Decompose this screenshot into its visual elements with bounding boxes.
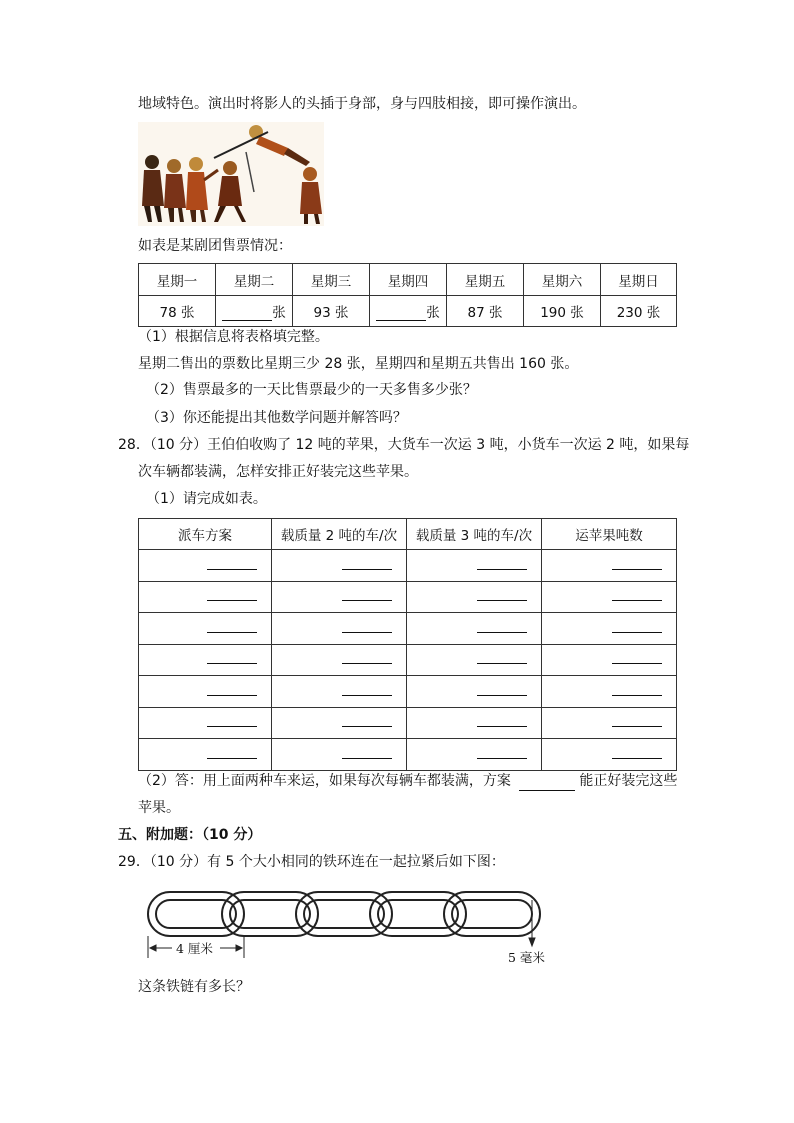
day-header: 星期一 xyxy=(139,264,216,296)
plan-cell[interactable] xyxy=(407,613,542,645)
plan-cell[interactable] xyxy=(407,550,542,582)
answer-blank[interactable] xyxy=(519,776,575,791)
plan-cell[interactable] xyxy=(272,581,407,613)
header-tons: 运苹果吨数 xyxy=(542,519,677,550)
q28-sub1: （1）请完成如表。 xyxy=(146,491,267,507)
answer-blank[interactable] xyxy=(477,588,527,601)
q28-line2: 次车辆都装满，怎样安排正好装完这些苹果。 xyxy=(138,464,418,480)
plan-cell[interactable] xyxy=(139,581,272,613)
table-row xyxy=(139,739,677,771)
plan-cell[interactable] xyxy=(139,676,272,708)
plan-cell[interactable] xyxy=(542,707,677,739)
answer-blank[interactable] xyxy=(207,651,257,664)
answer-blank[interactable] xyxy=(612,651,662,664)
answer-blank[interactable] xyxy=(222,306,272,321)
answer-blank[interactable] xyxy=(477,557,527,570)
section5-title: 五、附加题：（10 分） xyxy=(118,827,262,843)
answer-blank[interactable] xyxy=(342,651,392,664)
table-row xyxy=(139,296,677,327)
plan-cell[interactable] xyxy=(272,739,407,771)
plan-cell[interactable] xyxy=(542,581,677,613)
day-header: 星期六 xyxy=(524,264,601,296)
answer-blank[interactable] xyxy=(342,714,392,727)
answer-blank[interactable] xyxy=(477,746,527,759)
q29-question: 这条铁链有多长？ xyxy=(138,979,250,995)
sales-cell: 87 张 xyxy=(447,296,524,327)
table-row xyxy=(139,644,677,676)
shadow-puppet-illustration xyxy=(138,122,324,226)
plan-cell[interactable] xyxy=(139,739,272,771)
q27-sub3: （3）你还能提出其他数学问题并解答吗？ xyxy=(146,410,407,426)
q28-answer: （2）答：用上面两种车来运，如果每次每辆车都装满，方案 能正好装完这些 xyxy=(138,773,678,789)
plan-cell[interactable] xyxy=(542,550,677,582)
plan-cell[interactable] xyxy=(272,550,407,582)
thickness-label: 5 毫米 xyxy=(508,950,545,965)
plan-cell[interactable] xyxy=(139,644,272,676)
answer-blank[interactable] xyxy=(342,620,392,633)
truck-plan-table xyxy=(138,518,677,771)
q27-info: 星期二售出的票数比星期三少 28 张，星期四和星期五共售出 160 张。 xyxy=(138,356,579,372)
header-small-truck: 载质量 2 吨的车/次 xyxy=(272,519,407,550)
answer-blank[interactable] xyxy=(477,714,527,727)
plan-cell[interactable] xyxy=(542,644,677,676)
day-header: 星期五 xyxy=(447,264,524,296)
intro-text: 地域特色。演出时将影人的头插于身部，身与四肢相接，即可操作演出。 xyxy=(138,96,586,112)
table-row xyxy=(139,613,677,645)
answer-blank[interactable] xyxy=(207,557,257,570)
ticket-sales-table xyxy=(138,263,677,327)
plan-cell[interactable] xyxy=(139,613,272,645)
length-label: 4 厘米 xyxy=(176,941,213,956)
answer-blank[interactable] xyxy=(207,714,257,727)
plan-cell[interactable] xyxy=(407,581,542,613)
day-header: 星期四 xyxy=(370,264,447,296)
day-header: 星期三 xyxy=(293,264,370,296)
q29-line1: 29．（10 分）有 5 个大小相同的铁环连在一起拉紧后如下图： xyxy=(118,854,505,870)
plan-cell[interactable] xyxy=(407,676,542,708)
table-row xyxy=(139,707,677,739)
sales-cell: 93 张 xyxy=(293,296,370,327)
answer-blank[interactable] xyxy=(477,620,527,633)
day-header: 星期日 xyxy=(601,264,677,296)
table-row xyxy=(139,550,677,582)
answer-blank[interactable] xyxy=(207,588,257,601)
plan-cell[interactable] xyxy=(407,707,542,739)
answer-blank[interactable] xyxy=(207,746,257,759)
plan-cell[interactable] xyxy=(407,644,542,676)
plan-cell[interactable] xyxy=(272,707,407,739)
answer-blank[interactable] xyxy=(612,683,662,696)
plan-cell[interactable] xyxy=(407,739,542,771)
answer-blank[interactable] xyxy=(376,306,426,321)
answer-blank[interactable] xyxy=(612,620,662,633)
answer-blank[interactable] xyxy=(342,588,392,601)
table-row xyxy=(139,264,677,296)
answer-blank[interactable] xyxy=(612,746,662,759)
q28-answer-cont: 苹果。 xyxy=(138,800,180,816)
q27-sub2: （2）售票最多的一天比售票最少的一天多售多少张？ xyxy=(146,382,477,398)
plan-cell[interactable] xyxy=(139,550,272,582)
plan-cell[interactable] xyxy=(542,613,677,645)
answer-blank[interactable] xyxy=(477,683,527,696)
table-row xyxy=(139,519,677,550)
sales-cell: 78 张 xyxy=(139,296,216,327)
answer-blank[interactable] xyxy=(342,683,392,696)
sales-cell-blank[interactable]: 张 xyxy=(216,296,293,327)
plan-cell[interactable] xyxy=(542,739,677,771)
answer-blank[interactable] xyxy=(477,651,527,664)
sales-cell: 230 张 xyxy=(601,296,677,327)
chain-figure xyxy=(146,880,556,970)
plan-cell[interactable] xyxy=(542,676,677,708)
q28-line1: 28．（10 分）王伯伯收购了 12 吨的苹果，大货车一次运 3 吨，小货车一次运 2 吨，如果每 xyxy=(118,437,690,453)
sales-cell: 190 张 xyxy=(524,296,601,327)
plan-cell[interactable] xyxy=(272,676,407,708)
answer-blank[interactable] xyxy=(612,588,662,601)
table-row xyxy=(139,581,677,613)
plan-cell[interactable] xyxy=(272,644,407,676)
plan-cell[interactable] xyxy=(272,613,407,645)
q27-sub1: （1）根据信息将表格填完整。 xyxy=(138,329,329,345)
answer-blank[interactable] xyxy=(342,557,392,570)
table-row xyxy=(139,676,677,708)
answer-blank[interactable] xyxy=(207,683,257,696)
answer-blank[interactable] xyxy=(612,557,662,570)
plan-cell[interactable] xyxy=(139,707,272,739)
header-big-truck: 载质量 3 吨的车/次 xyxy=(407,519,542,550)
answer-blank[interactable] xyxy=(342,746,392,759)
answer-blank[interactable] xyxy=(612,714,662,727)
sales-cell-blank[interactable]: 张 xyxy=(370,296,447,327)
table-intro: 如表是某剧团售票情况： xyxy=(138,238,292,254)
header-plan: 派车方案 xyxy=(139,519,272,550)
day-header: 星期二 xyxy=(216,264,293,296)
answer-blank[interactable] xyxy=(207,620,257,633)
